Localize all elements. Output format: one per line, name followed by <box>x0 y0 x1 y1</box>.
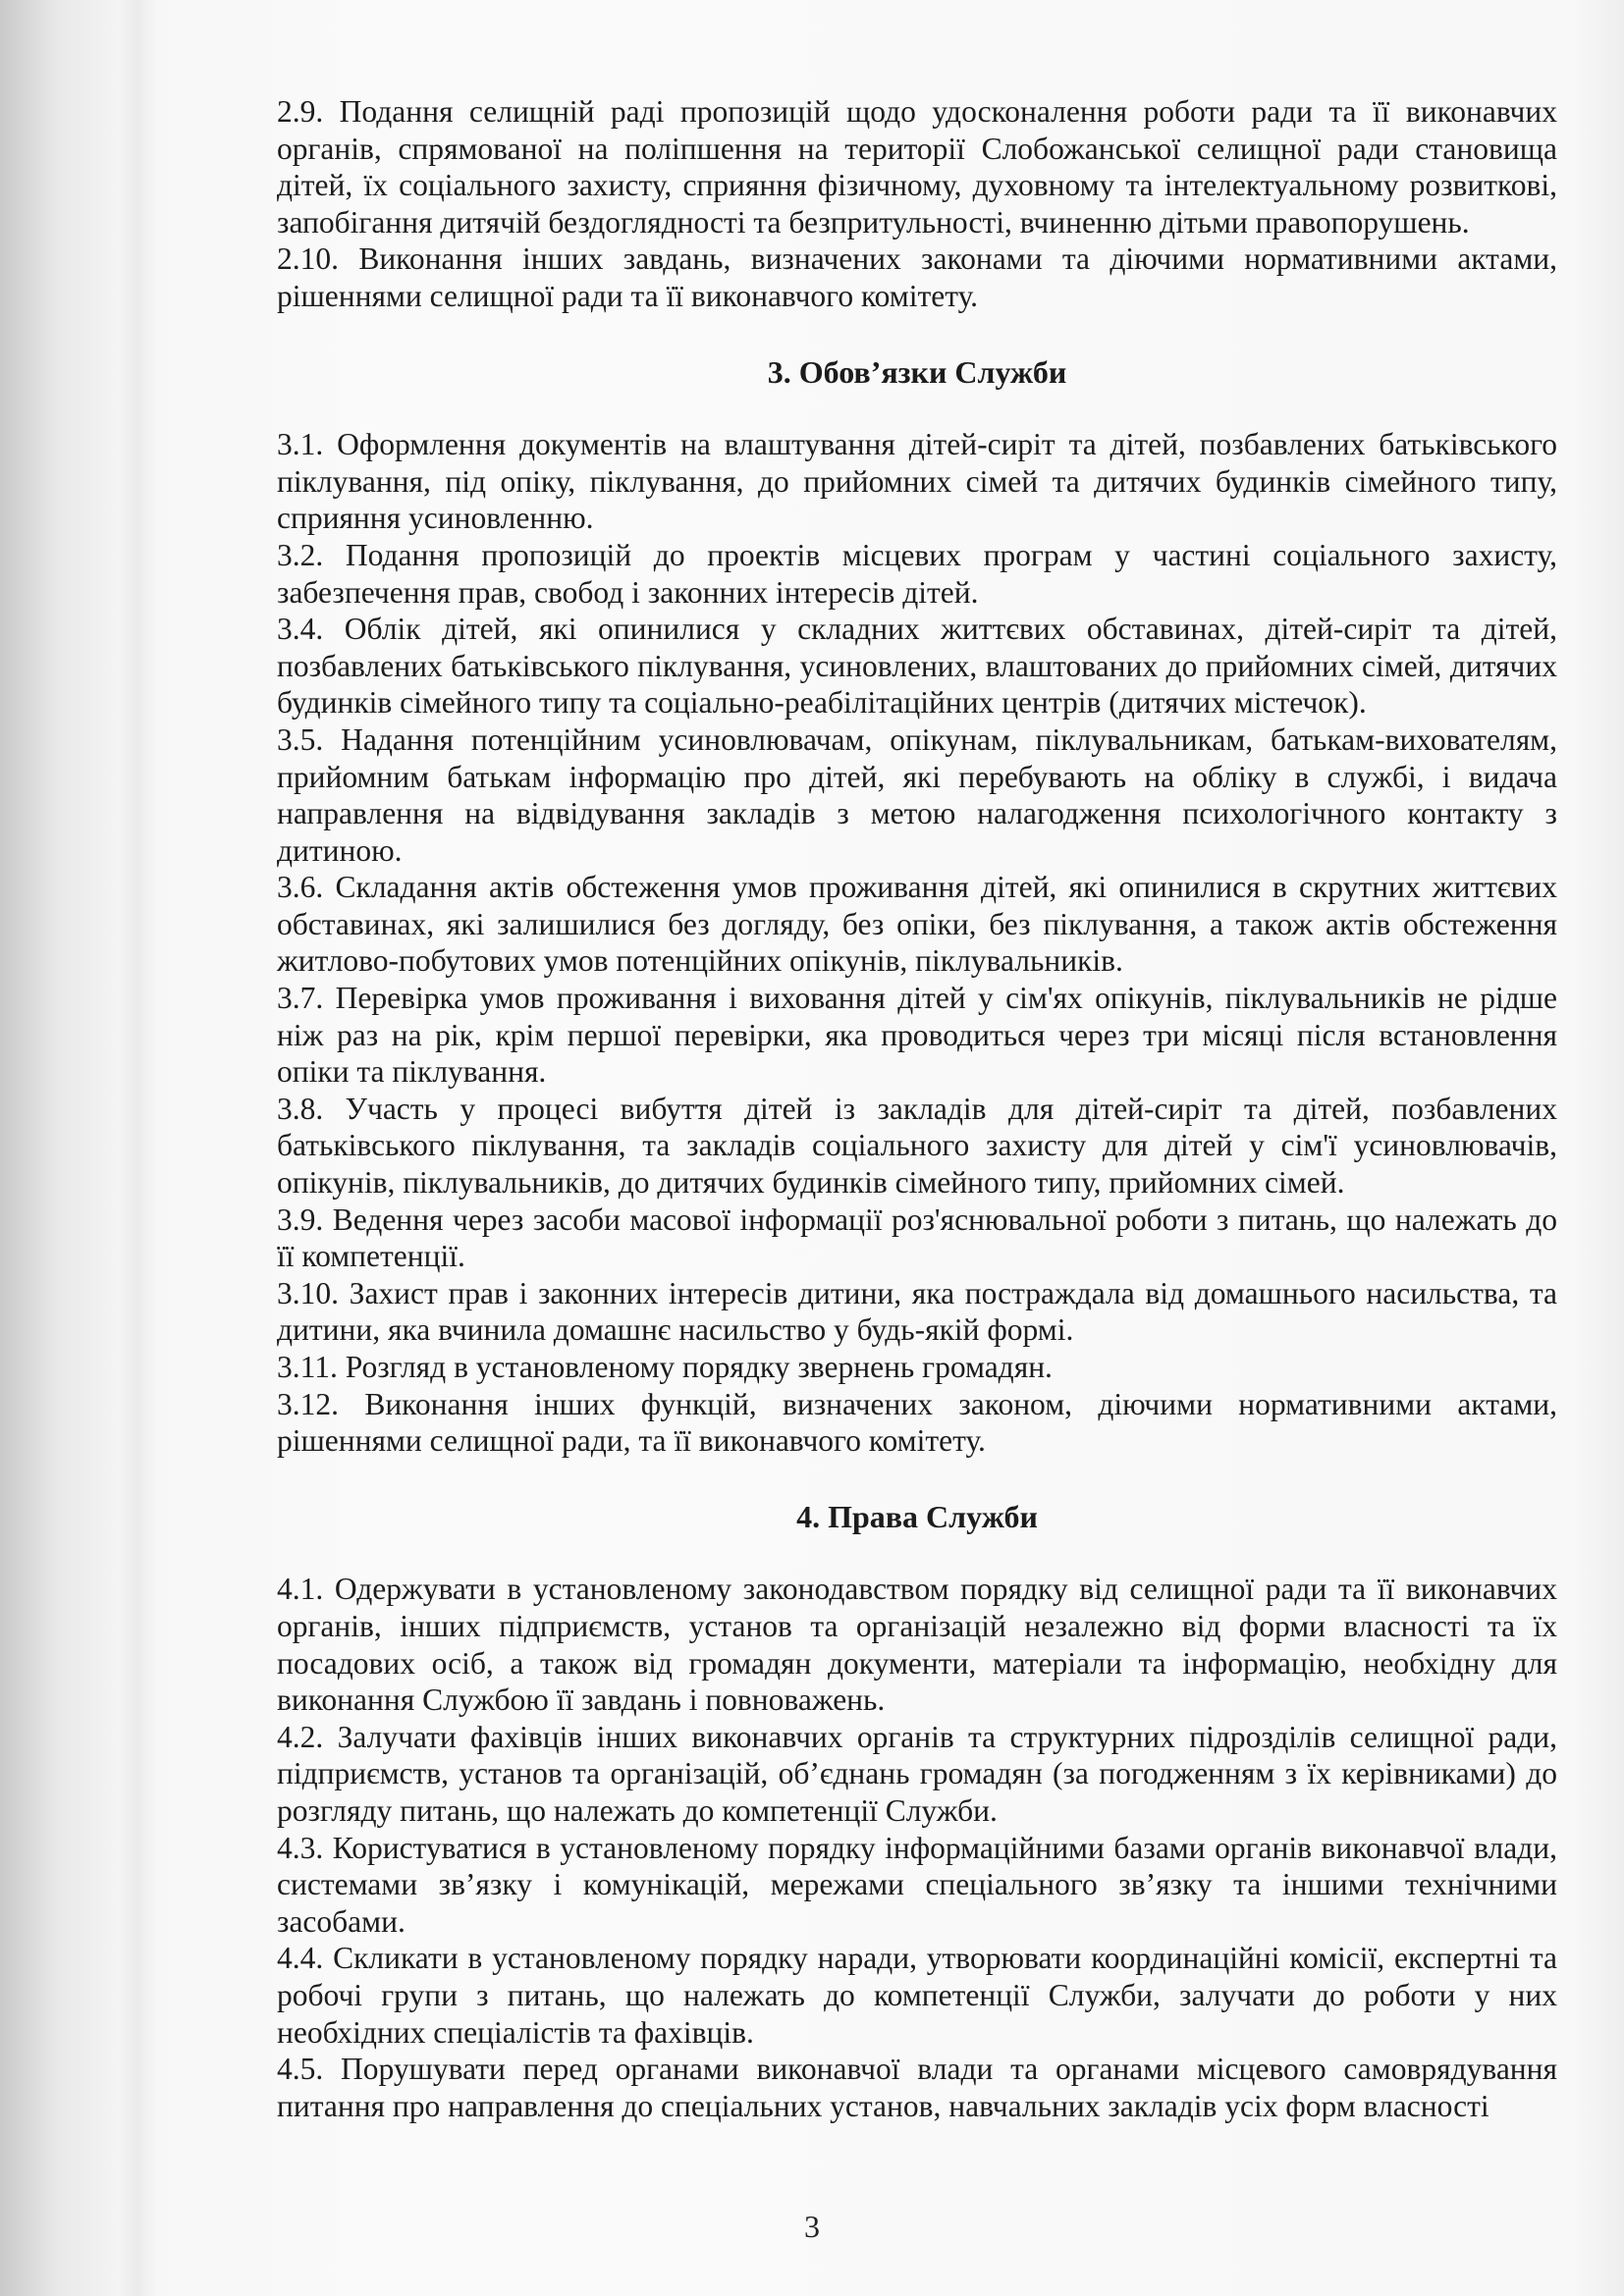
paragraph-3-4: 3.4. Облік дітей, які опинилися у складних життєвих обставинах, дітей-сиріт та дітей, позбавлених батьківського піклування, усиновлених, влаштованих до прийомних сімей, дитячих будинків сімейного типу та соціально-реабілітаційних центрів (дитячих містечок). <box>277 612 1557 721</box>
paragraph-3-12: 3.12. Виконання інших функцій, визначених законом, діючими нормативними актами, рішеннями селищної ради, та її виконавчого комітету. <box>277 1386 1557 1459</box>
section-heading-duties: 3. Обов’язки Служби <box>767 353 1067 390</box>
paragraph-3-9: 3.9. Ведення через засоби масової інформації роз'яснювальної роботи з питань, що належать до її компетенції. <box>277 1201 1557 1274</box>
paragraph-4-2: 4.2. Залучати фахівців інших виконавчих органів та структурних підрозділів селищної ради, підприємств, установ та організацій, об’єднань громадян (за погодженням з їх керівниками) до розгляду питань, що належать до компетенції Служби. <box>277 1719 1557 1828</box>
paragraph-3-7: 3.7. Перевірка умов проживання і виховання дітей у сім'ях опікунів, піклувальників не рідше ніж раз на рік, крім першої перевірки, яка проводиться через три місяці після встановлення опіки та піклування. <box>277 981 1557 1090</box>
paragraph-2-10: 2.10. Виконання інших завдань, визначених законами та діючими нормативними актами, рішеннями селищної ради та її виконавчого комітету. <box>277 241 1557 313</box>
page-content <box>277 93 1557 2124</box>
paragraph-3-10: 3.10. Захист прав і законних інтересів дитини, яка постраждала від домашнього насильства, та дитини, яка вчинила домашнє насильство у будь-якій формі. <box>277 1275 1557 1348</box>
paragraph-4-5: 4.5. Порушувати перед органами виконавчої влади та органами місцевого самоврядування питання про направлення до спеціальних установ, навчальних закладів усіх форм власності <box>277 2052 1557 2123</box>
paragraph-3-11: 3.11. Розгляд в установленому порядку звернень громадян. <box>277 1350 1053 1384</box>
binding-shadow <box>118 0 157 2296</box>
section-heading-rights: 4. Права Служби <box>796 1498 1038 1534</box>
paragraph-4-3: 4.3. Користуватися в установленому порядку інформаційними базами органів виконавчої влади, системами зв’язку і комунікацій, мережами спеціального зв’язку та іншими технічними засобами. <box>277 1830 1557 1939</box>
paragraph-2-9: 2.9. Подання селищній раді пропозицій щодо удосконалення роботи ради та її виконавчих органів, спрямованої на поліпшення на території Слобожанської селищної ради становища дітей, їх соціального захисту, сприяння фізичному, духовному та інтелектуальному розвиткові, запобігання дитячій бездоглядності та безпритульності, вчиненню дітьми правопорушень. <box>277 94 1557 240</box>
paragraph-4-1: 4.1. Одержувати в установленому законодавством порядку від селищної ради та її виконавчих органів, інших підприємств, установ та організацій незалежно від форми власності та їх посадових осіб, а також від громадян документи, матеріали та інформацію, необхідну для виконання Службою її завдань і повноважень. <box>277 1572 1557 1718</box>
paragraph-3-2: 3.2. Подання пропозицій до проектів місцевих програм у частині соціального захисту, забезпечення прав, свобод і законних інтересів дітей. <box>277 537 1557 610</box>
paragraph-3-8: 3.8. Участь у процесі вибуття дітей із закладів для дітей-сиріт та дітей, позбавлених батьківського піклування, та закладів соціального захисту для дітей у сім'ї усиновлювачів, опікунів, піклувальників, до дитячих будинків сімейного типу, прийомних сімей. <box>277 1091 1557 1201</box>
paragraph-3-1: 3.1. Оформлення документів на влаштування дітей-сиріт та дітей, позбавлених батьківського піклування, під опіку, піклування, до прийомних сімей та дитячих будинків сімейного типу, сприяння усиновленню. <box>277 427 1557 536</box>
paragraph-4-4: 4.4. Скликати в установленому порядку наради, утворювати координаційні комісії, експертні та робочі групи з питань, що належать до компетенції Служби, залучати до роботи у них необхідних спеціалістів та фахівців. <box>277 1941 1557 2050</box>
page-number: 3 <box>804 2209 820 2244</box>
paragraph-3-6: 3.6. Складання актів обстеження умов проживання дітей, які опинилися в скрутних життєвих обставинах, які залишилися без догляду, без опіки, без піклування, а також актів обстеження житлово-побутових умов потенційних опікунів, піклувальників. <box>277 870 1557 979</box>
paragraph-3-5: 3.5. Надання потенційним усиновлювачам, опікунам, піклувальникам, батькам-вихователям, прийомним батькам інформацію про дітей, які перебувають на обліку в службі, і видача направлення на відвідування закладів з метою налагодження психологічного контакту з дитиною. <box>277 721 1557 868</box>
